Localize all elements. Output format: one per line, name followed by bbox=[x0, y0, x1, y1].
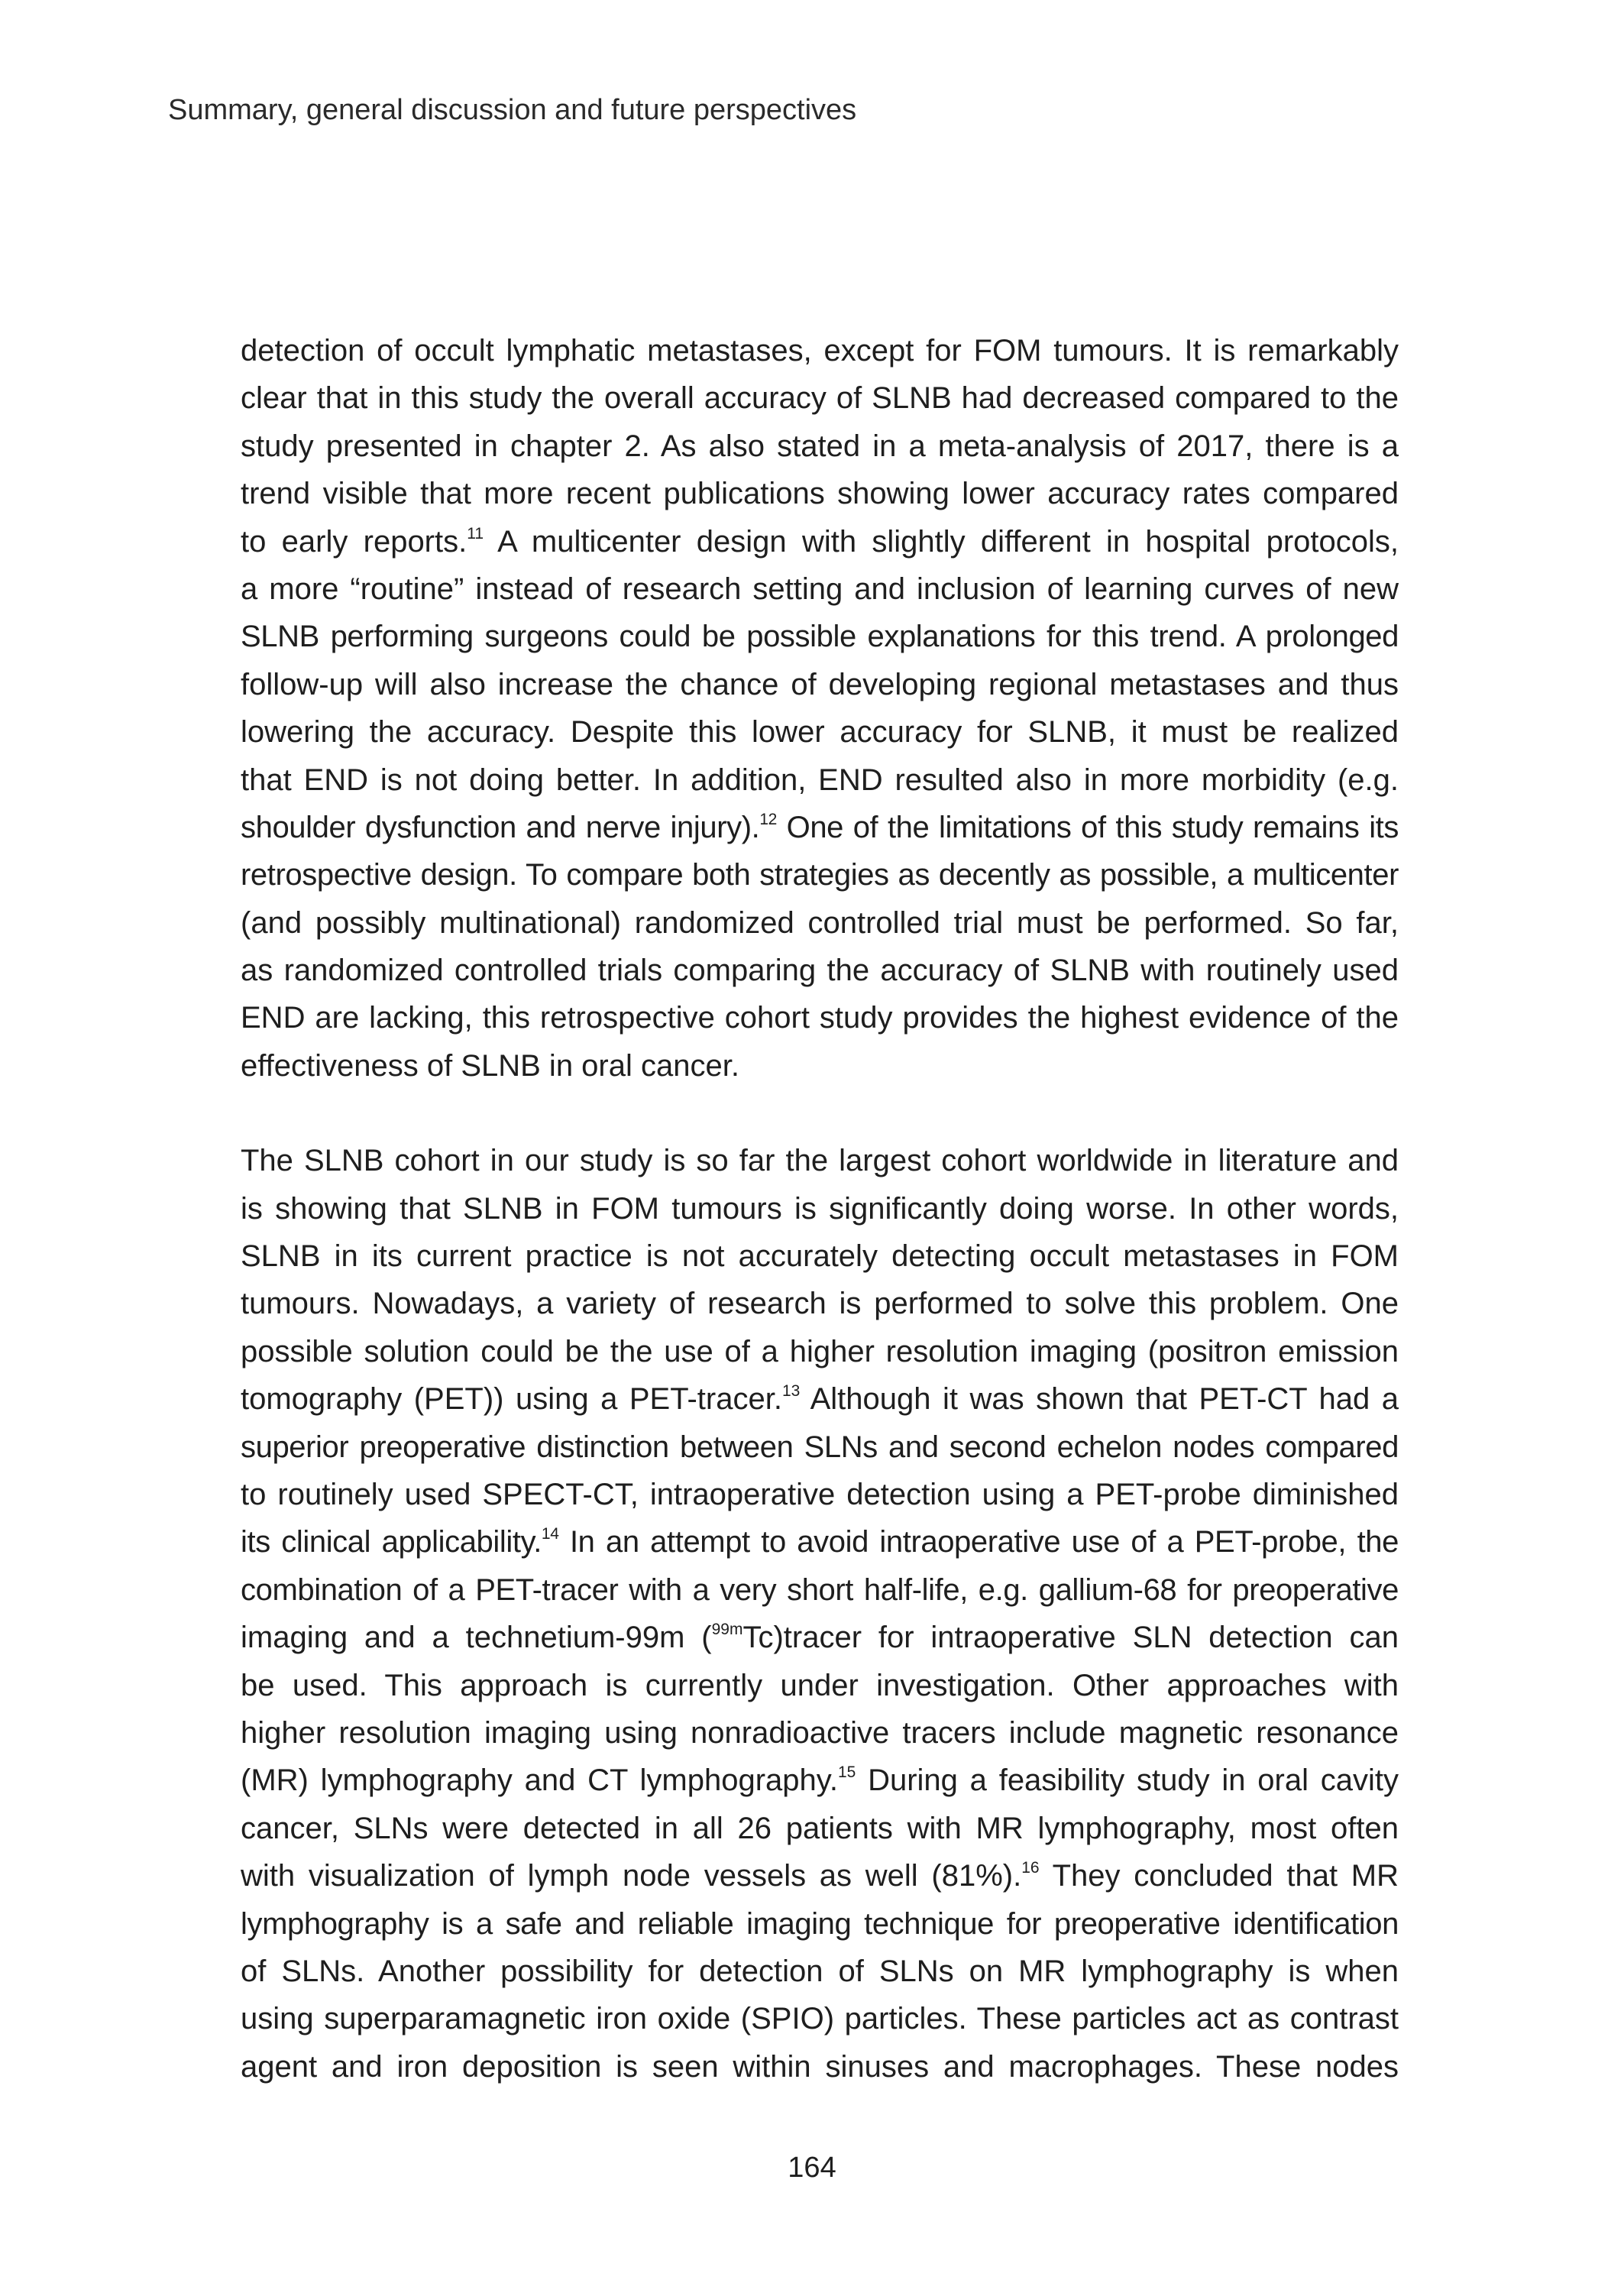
citation-marker: 12 bbox=[759, 810, 777, 828]
text-line: shoulder dysfunction and nerve injury).$^{12}$ One of the limitations of this study remains its bbox=[241, 810, 1399, 844]
text-line: effectiveness of SLNB in oral cancer. bbox=[241, 1048, 739, 1083]
text-line: to routinely used SPECT-CT, intraoperative detection using a PET-probe diminished bbox=[241, 1477, 1399, 1511]
citation-marker: 13 bbox=[781, 1382, 801, 1401]
text-line: be used. This approach is currently under investigation. Other approaches with bbox=[241, 1668, 1399, 1702]
text-line: follow-up will also increase the chance of developing regional metastases and thus bbox=[241, 667, 1399, 701]
text-line: (MR) lymphography and CT lymphography.$^{15}$ During a feasibility study in oral cavity bbox=[241, 1763, 1399, 1798]
citation-marker: 16 bbox=[1021, 1859, 1040, 1877]
running-header: Summary, general discussion and future perspectives bbox=[168, 94, 857, 126]
text-line: superior preoperative distinction between SLNs and second echelon nodes compared bbox=[241, 1430, 1399, 1464]
text-line: with visualization of lymph node vessels as well (81%).$^{16}$ They concluded that MR bbox=[241, 1859, 1399, 1893]
text-line: tumours. Nowadays, a variety of research is performed to solve this problem. One bbox=[241, 1287, 1399, 1321]
text-line: SLNB in its current practice is not accurately detecting occult metastases in FOM bbox=[241, 1239, 1399, 1274]
text-line: using superparamagnetic iron oxide (SPIO) particles. These particles act as contrast bbox=[241, 2002, 1399, 2036]
text-line: its clinical applicability.$^{14}$ In an attempt to avoid intraoperative use of a PET-probe, the bbox=[241, 1525, 1399, 1559]
text-line: study presented in chapter 2. As also stated in a meta-analysis of 2017, there is a bbox=[241, 429, 1399, 463]
text-line: lowering the accuracy. Despite this lower accuracy for SLNB, it must be realized bbox=[241, 715, 1399, 750]
text-line: higher resolution imaging using nonradioactive tracers include magnetic resonance bbox=[241, 1715, 1399, 1750]
text-line: cancer, SLNs were detected in all 26 patients with MR lymphography, most often bbox=[241, 1811, 1399, 1845]
text-line: END are lacking, this retrospective cohort study provides the highest evidence of the bbox=[241, 1001, 1399, 1035]
text-line: imaging and a technetium-99m ($^{99m}$Tc)tracer for intraoperative SLN detection can bbox=[241, 1621, 1399, 1655]
text-line: The SLNB cohort in our study is so far the largest cohort worldwide in literature and bbox=[241, 1144, 1399, 1178]
text-line: that END is not doing better. In addition, END resulted also in more morbidity (e.g. bbox=[241, 763, 1399, 797]
text-line: possible solution could be the use of a higher resolution imaging (positron emission bbox=[241, 1334, 1399, 1368]
text-line: of SLNs. Another possibility for detection of SLNs on MR lymphography is when bbox=[241, 1954, 1399, 1988]
text-line: tomography (PET)) using a PET-tracer.$^{13}$ Although it was shown that PET-CT had a bbox=[241, 1382, 1399, 1417]
citation-marker: 14 bbox=[541, 1525, 559, 1543]
text-line: combination of a PET-tracer with a very short half-life, e.g. gallium-68 for preoperative bbox=[241, 1572, 1399, 1607]
paragraph-1 bbox=[241, 327, 1399, 1090]
text-line: (and possibly multinational) randomized controlled trial must be performed. So far, bbox=[241, 905, 1399, 940]
isotope-superscript: 99m bbox=[711, 1621, 743, 1639]
text-line: detection of occult lymphatic metastases, except for FOM tumours. It is remarkably bbox=[241, 334, 1399, 368]
paragraph-2 bbox=[241, 1137, 1399, 2091]
body-text bbox=[241, 327, 1399, 2091]
text-line: SLNB performing surgeons could be possible explanations for this trend. A prolonged bbox=[241, 620, 1399, 654]
text-line: a more “routine” instead of research setting and inclusion of learning curves of new bbox=[241, 572, 1399, 606]
text-line: agent and iron deposition is seen within sinuses and macrophages. These nodes bbox=[241, 2049, 1399, 2084]
citation-marker: 11 bbox=[467, 524, 484, 542]
text-line: trend visible that more recent publications showing lower accuracy rates compared bbox=[241, 477, 1399, 511]
text-line: retrospective design. To compare both strategies as decently as possible, a multicenter bbox=[241, 858, 1399, 892]
citation-marker: 15 bbox=[837, 1763, 856, 1782]
text-line: to early reports.$^{11}$ A multicenter design with slightly different in hospital protocols, bbox=[241, 524, 1399, 559]
text-line: clear that in this study the overall accuracy of SLNB had decreased compared to the bbox=[241, 381, 1399, 416]
text-line: lymphography is a safe and reliable imaging technique for preoperative identification bbox=[241, 1906, 1399, 1941]
text-line: is showing that SLNB in FOM tumours is significantly doing worse. In other words, bbox=[241, 1191, 1399, 1226]
page-number: 164 bbox=[788, 2152, 836, 2184]
text-line: as randomized controlled trials comparing the accuracy of SLNB with routinely used bbox=[241, 954, 1399, 988]
